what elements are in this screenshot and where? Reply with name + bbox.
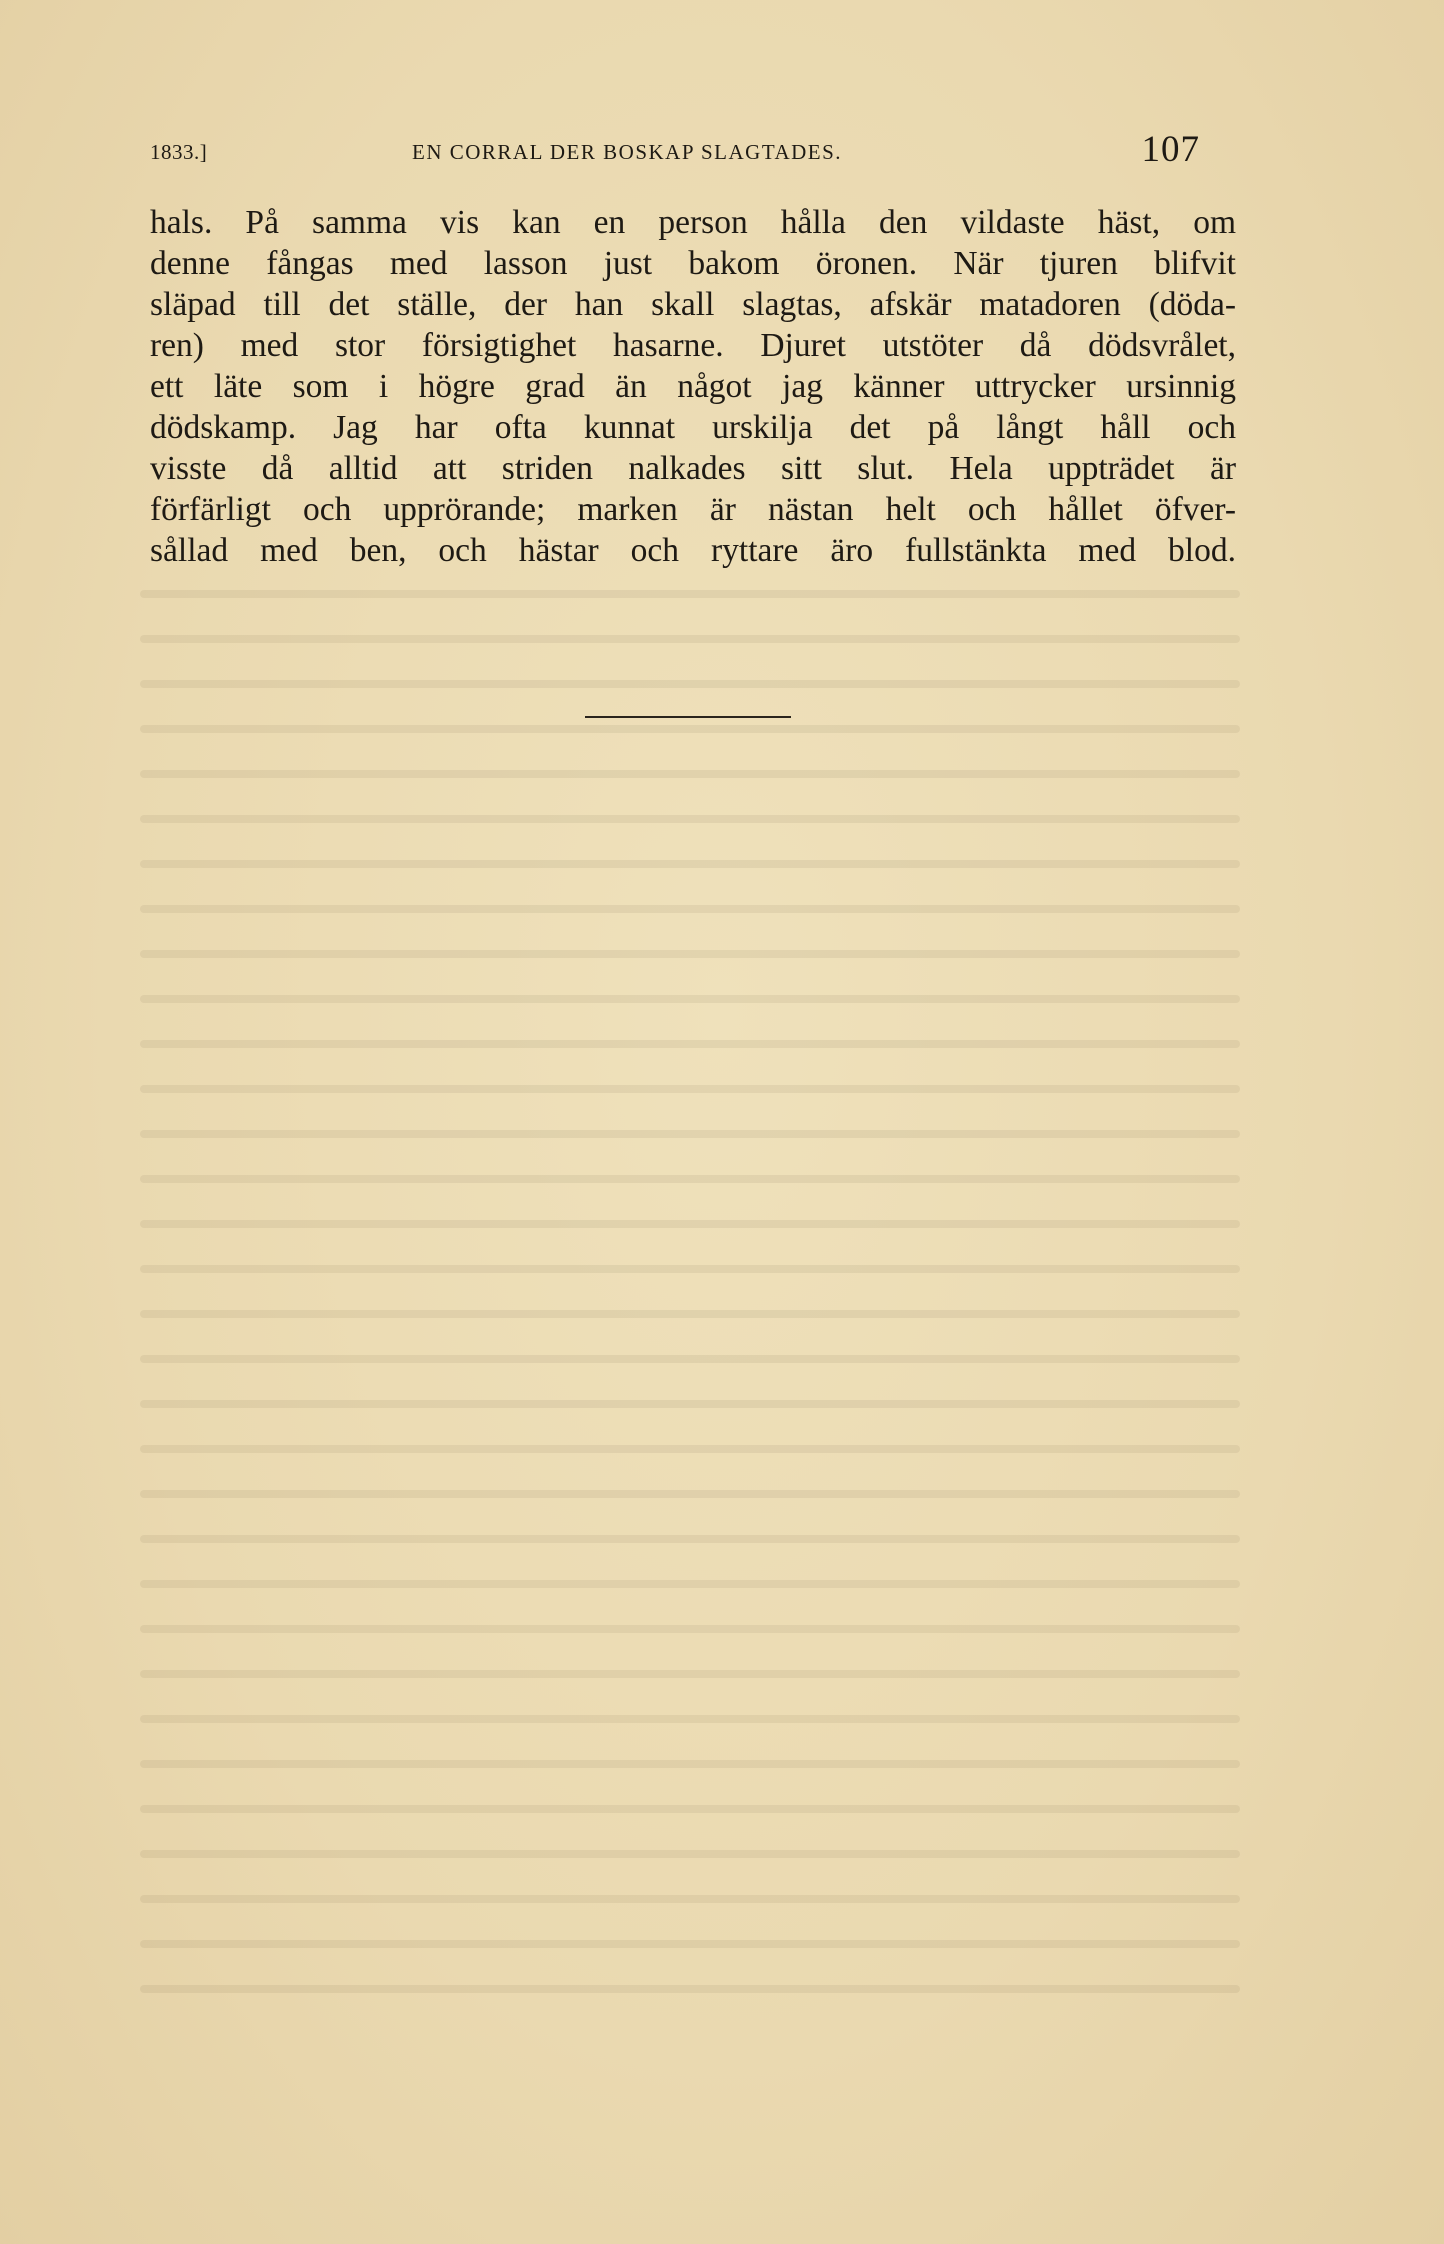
text-line: dödskamp. Jag har ofta kunnat urskilja det på långt håll och xyxy=(150,409,1236,446)
bleed-through-texture xyxy=(140,590,1240,2090)
body-paragraph xyxy=(150,202,1236,571)
text-line: ren) med stor försigtighet hasarne. Djuret utstöter då dödsvrålet, xyxy=(150,327,1236,364)
text-line: hals. På samma vis kan en person hålla den vildaste häst, om xyxy=(150,204,1236,241)
text-line: visste då alltid att striden nalkades sitt slut. Hela uppträdet är xyxy=(150,450,1236,487)
text-line: sållad med ben, och hästar och ryttare äro fullstänkta med blod. xyxy=(150,532,1236,569)
running-title: EN CORRAL DER BOSKAP SLAGTADES. xyxy=(412,140,843,164)
text-line: förfärligt och upprörande; marken är nästan helt och hållet öfver- xyxy=(150,491,1236,528)
running-year: 1833.] xyxy=(150,140,208,164)
section-divider-rule xyxy=(585,716,791,718)
page-number: 107 xyxy=(1141,129,1200,170)
text-line: denne fångas med lasson just bakom öronen. När tjuren blifvit xyxy=(150,245,1236,282)
text-line: släpad till det ställe, der han skall slagtas, afskär matadoren (döda- xyxy=(150,286,1236,323)
running-header xyxy=(150,128,1200,178)
text-line: ett läte som i högre grad än något jag känner uttrycker ursinnig xyxy=(150,368,1236,405)
